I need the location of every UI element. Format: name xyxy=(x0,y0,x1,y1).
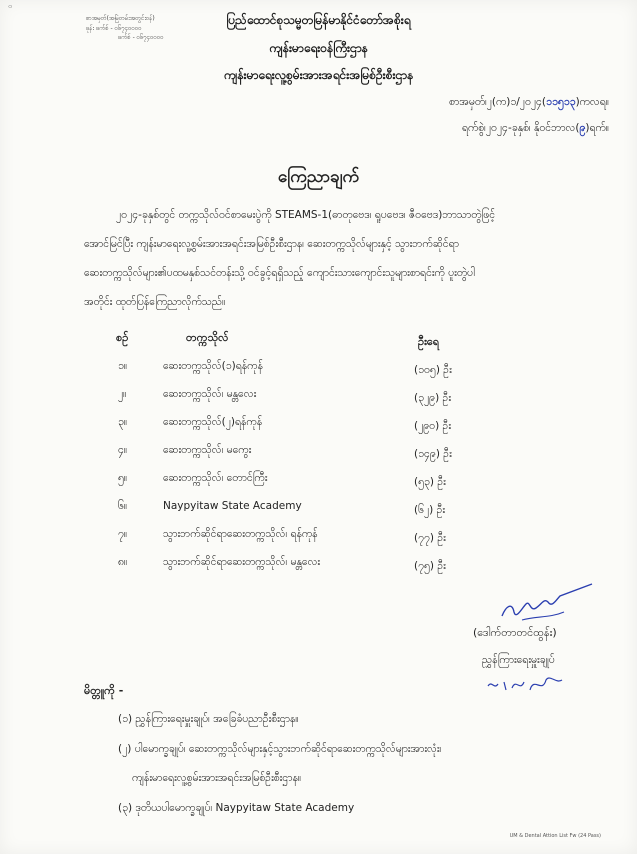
table-row-8-university: သွားဘက်ဆိုင်ရာဆေးတက္ကသိုလ်၊ မန္တလေး xyxy=(163,556,321,568)
table-row-5-no: ၅။ xyxy=(118,472,128,484)
table-row-3-university: ဆေးတက္ကသိုလ်(၂)ရန်ကုန် xyxy=(163,416,263,428)
header-department: ကျန်းမာရေးလူ့စွမ်းအားအရင်းအမြစ်ဦးစီးဌာန xyxy=(223,68,414,82)
ref-line-2: ဖုန်း ဖက်စ် - ၀၆၇၄၀၀၀၀ xyxy=(86,25,142,32)
footer-note: UM & Dental Attion List Fw (24 Pass) xyxy=(509,833,601,839)
letter-date-prefix: ရက်စွဲ၊၂၀၂၄-ခုနှစ်၊ နိုဝင်ဘာလ( xyxy=(461,122,580,134)
announcement-title: ကြေညာချက် xyxy=(277,167,360,187)
signatory-title: ညွှန်ကြားရေးမှူးချုပ် xyxy=(482,654,555,666)
cc-title: မိတ္တူကို - xyxy=(84,684,124,697)
table-row-8-count: (၇၅) ဦး xyxy=(414,560,446,572)
table-row-8-no: ၈။ xyxy=(118,556,128,568)
table-row-2-count: (၃၂၉) ဦး xyxy=(414,392,451,404)
table-header-count: ဦးရေ xyxy=(418,335,440,348)
letter-number-suffix: )ကလရ။ xyxy=(575,96,609,108)
table-row-3-no: ၃။ xyxy=(118,416,128,428)
table-row-4-university: ဆေးတက္ကသိုလ်၊ မကွေး xyxy=(163,444,252,456)
table-row-2-university: ဆေးတက္ကသိုလ်၊ မန္တလေး xyxy=(163,388,257,400)
ref-line-1: စာအမှတ်(အမြဲတမ်းအတွင်းဝန်) xyxy=(86,15,155,22)
initials-scribble xyxy=(486,672,566,698)
table-row-1-no: ၁။ xyxy=(118,360,128,372)
letter-date xyxy=(462,122,609,137)
ref-line-3: ဖက်စ် - ၀၆၇၄၀၀၀၀ xyxy=(118,34,164,41)
letter-date-day: ၉ xyxy=(579,122,586,134)
signatory-name: (ဒေါက်တာတင်ထွန်း) xyxy=(473,626,557,639)
table-row-7-count: (၇၇) ဦး xyxy=(414,532,446,544)
cc-item-2: (၂) ပါမောက္ခချုပ်၊ ဆေးတက္ကသိုလ်များနှင့်သွားဘက်ဆိုင်ရာဆေးတက္ကသိုလ်များအားလုံး၊ xyxy=(118,743,442,755)
paragraph-line-2: အောင်မြင်ပြီး ကျန်းမာရေးလူ့စွမ်းအားအရင်းအမြစ်ဦးစီးဌာန၊ ဆေးတက္ကသိုလ်များနှင့် သွားဘက်ဆိုင်ရာ xyxy=(84,238,459,250)
paragraph-line-1: ၂၀၂၄-ခုနှစ်တွင် တက္ကသိုလ်ဝင်စာမေးပွဲကို STEAMS-1(ဓာတုဗေဒ၊ ရူပဗေဒ၊ ဇီဝဗေဒ)ဘာသာတွဲဖြင့် xyxy=(116,209,496,221)
table-row-5-count: (၅၃) ဦး xyxy=(414,476,446,488)
table-row-4-count: (၁၄၉) ဦး xyxy=(414,448,452,460)
table-row-6-count: (၆၂) ဦး xyxy=(414,504,446,516)
letter-number-value: ၁၁၅၁၃ xyxy=(546,96,576,108)
header-government: ပြည်ထောင်စုသမ္မတမြန်မာနိုင်ငံတော်အစိုးရ xyxy=(226,13,411,27)
cc-item-3: (၃) ဒုတိယပါမောက္ခချုပ်၊ Naypyitaw State Academy xyxy=(118,802,355,814)
letter-number-prefix: စာအမှတ်၊၂(က)၁/၂၀၂၄( xyxy=(448,96,547,108)
paragraph-line-3: ဆေးတက္ကသိုလ်များ၏ပထမနှစ်သင်တန်းသို့ ဝင်ခွင့်ရရှိသည့် ကျောင်းသားကျောင်းသူများစာရင်းကို ပူးတွဲပါ xyxy=(84,267,475,279)
table-row-6-no: ၆။ xyxy=(118,500,128,512)
table-row-1-university: ဆေးတက္ကသိုလ်(၁)ရန်ကုန် xyxy=(163,360,263,372)
header-ministry: ကျန်းမာရေးဝန်ကြီးဌာန xyxy=(269,41,368,55)
table-row-6-university: Naypyitaw State Academy xyxy=(163,500,302,512)
table-header-university: တက္ကသိုလ် xyxy=(186,331,229,344)
table-row-7-no: ၇။ xyxy=(118,528,128,540)
table-header-no: စဉ် xyxy=(116,331,129,344)
table-row-2-no: ၂။ xyxy=(118,388,127,400)
table-row-7-university: သွားဘက်ဆိုင်ရာဆေးတက္ကသိုလ်၊ ရန်ကုန် xyxy=(163,528,318,540)
table-row-3-count: (၂၉၀) ဦး xyxy=(414,420,451,432)
letter-number xyxy=(449,96,609,111)
table-row-5-university: ဆေးတက္ကသိုလ်၊ တောင်ကြီး xyxy=(163,472,268,484)
cc-item-1: (၁) ညွှန်ကြားရေးမှူးချုပ်၊ အခြေခံပညာဦးစီးဌာန။ xyxy=(118,713,299,725)
signature-scribble xyxy=(500,578,600,628)
cc-item-2-continued: ကျန်းမာရေးလူ့စွမ်းအားအရင်းအမြစ်ဦးစီးဌာန။ xyxy=(132,772,302,784)
table-row-1-count: (၁၀၅) ဦး xyxy=(414,364,452,376)
table-row-4-no: ၄။ xyxy=(118,444,128,456)
paragraph-line-4: အတိုင်း ထုတ်ပြန်ကြေညာလိုက်သည်။ xyxy=(84,296,226,308)
corner-mark: ဝ xyxy=(8,2,12,10)
letter-date-suffix: )ရက်။ xyxy=(585,122,609,134)
